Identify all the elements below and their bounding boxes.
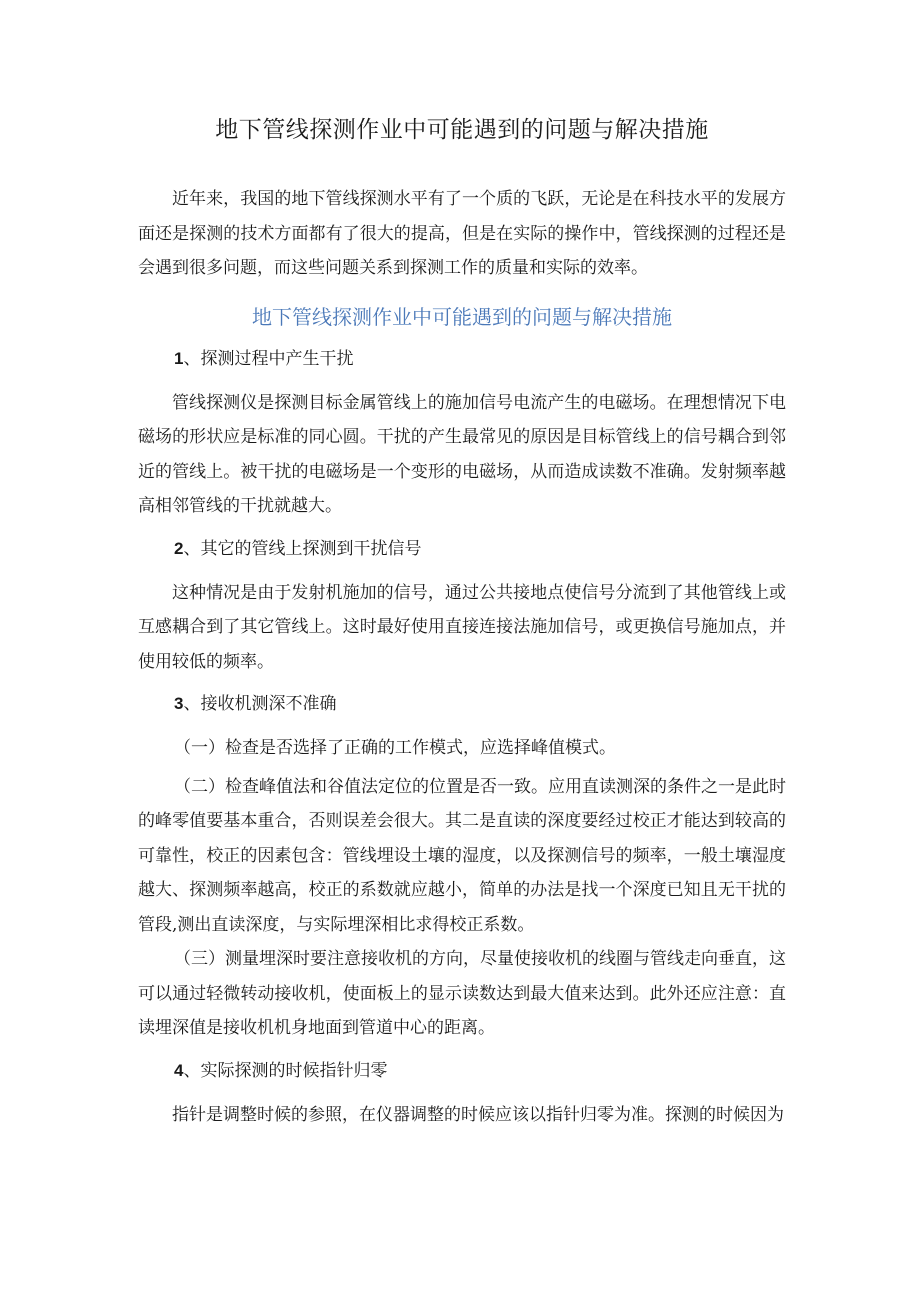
document-title: 地下管线探测作业中可能遇到的问题与解决措施 — [215, 117, 709, 143]
section-3-item-3: （三）测量埋深时要注意接收机的方向，尽量使接收机的线圈与管线走向垂直，这可以通过轻微转动接收机，使面板上的显示读数达到最大值来达到。此外还应注意：直读埋深值是接收机机身地面到管道中心的距离。 — [138, 949, 786, 1038]
subheading-2-text: 、其它的管线上探测到干扰信号 — [183, 538, 422, 559]
subheading-2 — [174, 532, 786, 566]
subheading-1 — [174, 342, 786, 376]
section-1-paragraph: 管线探测仪是探测目标金属管线上的施加信号电流产生的电磁场。在理想情况下电磁场的形状应是标准的同心圆。干扰的产生最常见的原因是目标管线上的信号耦合到邻近的管线上。被干扰的电磁场是一个变形的电磁场，从而造成读数不准确。发射频率越高相邻管线的干扰就越大。 — [138, 392, 786, 516]
subheading-3 — [174, 687, 786, 721]
intro-paragraph: 近年来，我国的地下管线探测水平有了一个质的飞跃，无论是在科技水平的发展方面还是探测的技术方面都有了很大的提高，但是在实际的操作中，管线探测的过程还是会遇到很多问题，而这些问题关系到探测工作的质量和实际的效率。 — [138, 189, 786, 278]
subheading-2-number: 2 — [174, 538, 184, 558]
document-page — [138, 112, 786, 1132]
subheading-1-number: 1 — [174, 348, 184, 368]
subheading-4-text: 、实际探测的时候指针归零 — [183, 1060, 388, 1081]
subheading-1-text: 、探测过程中产生干扰 — [183, 348, 354, 369]
subheading-4 — [174, 1054, 786, 1088]
section-3-item-1: （一）检查是否选择了正确的工作模式，应选择峰值模式。 — [174, 738, 616, 758]
section-3-item-2: （二）检查峰值法和谷值法定位的位置是否一致。应用直读测深的条件之一是此时的峰零值要基本重合，否则误差会很大。其二是直读的深度要经过校正才能达到较高的可靠性，校正的因素包含：管线埋设土壤的湿度，以及探测信号的频率，一般土壤湿度越大、探测频率越高，校正的系数就应越小，简单的办法是找一个深度已知且无干扰的管段,测出直读深度，与实际埋深相比求得校正系数。 — [138, 776, 786, 935]
section-2-paragraph: 这种情况是由于发射机施加的信号，通过公共接地点使信号分流到了其他管线上或互感耦合到了其它管线上。这时最好使用直接连接法施加信号，或更换信号施加点，并使用较低的频率。 — [138, 582, 786, 672]
section-4-paragraph: 指针是调整时候的参照，在仪器调整的时候应该以指针归零为准。探测的时候因为 — [172, 1104, 784, 1125]
subheading-4-number: 4 — [174, 1060, 184, 1080]
subheading-3-text: 、接收机测深不准确 — [183, 694, 337, 714]
section-heading: 地下管线探测作业中可能遇到的问题与解决措施 — [252, 304, 672, 329]
subheading-3-number: 3 — [174, 694, 184, 713]
